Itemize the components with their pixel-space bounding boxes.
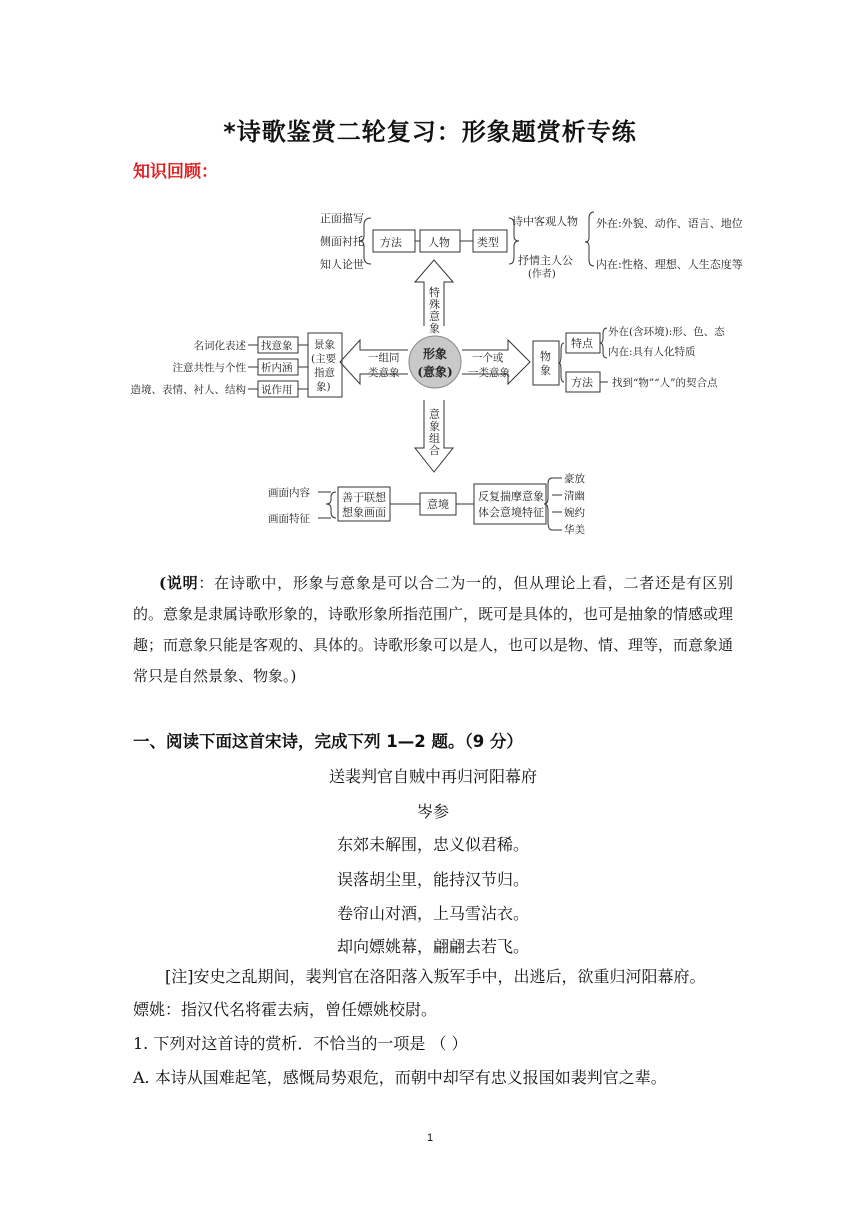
- left-note-1: 名词化表述: [193, 340, 246, 352]
- annotation-continued: 嫖姚：指汉代名将霍去病，曾任嫖姚校尉。: [133, 1000, 438, 1019]
- top-method-1: 正面描写: [320, 212, 364, 225]
- arrow-top-char-4: 象: [429, 322, 440, 335]
- feature-label: 特点: [571, 337, 593, 350]
- type-subjective-author: (作者): [528, 269, 556, 280]
- question-heading: 一、阅读下面这首宋诗，完成下列 1—2 题。（9 分）: [133, 732, 523, 751]
- outer-person-label: 外在:外貌、动作、语言、地位: [596, 217, 743, 230]
- note-text: ：在诗歌中，形象与意象是可以合二为一的，但从理论上看，二者还是有区别的。意象是隶属诗歌形象的，诗歌形象所指范围广，既可是具体的，也可是抽象的情感或理趣；而意象只能是客观的、具体的。诗歌形象可以是人，也可以是物、情、理等，而意象通常只是自然景象、物象。): [133, 574, 734, 685]
- center-label-2: (意象): [417, 365, 453, 379]
- object-method-label: 方法: [571, 376, 593, 389]
- arrow-bottom-char-1: 意: [429, 408, 440, 421]
- left-arrow-label-2: 类意象: [368, 367, 400, 379]
- object-label-2: 象: [540, 364, 551, 377]
- note-label: (说明: [159, 574, 199, 592]
- top-method-2: 侧面衬托: [320, 235, 364, 248]
- find-image-label: 找意象: [261, 340, 293, 352]
- bottom-left-note-1: 画面内容: [268, 487, 310, 499]
- knowledge-mindmap-diagram: [128, 200, 748, 545]
- bottom-left-note-2: 画面特征: [268, 513, 310, 525]
- page-number: 1: [426, 1132, 434, 1144]
- person-label: 人物: [428, 236, 450, 249]
- arrow-top-char-3: 意: [429, 310, 440, 323]
- scene-label-4: 象): [316, 381, 331, 393]
- style-3: 婉约: [564, 507, 585, 519]
- poem-title: 送裴判官自贼中再归河阳幕府: [328, 767, 537, 786]
- realm-label: 意境: [427, 498, 449, 511]
- poem-line-2: 误落胡尘里，能持汉节归。: [336, 870, 529, 889]
- page-title: *诗歌鉴赏二轮复习：形象题赏析专练: [223, 118, 637, 146]
- inner-person-label: 内在:性格、理想、人生态度等: [596, 258, 743, 271]
- right-arrow-label-1: 一个或: [472, 352, 504, 364]
- object-label-1: 物: [540, 350, 551, 363]
- left-note-2: 注意共性与个性: [172, 362, 246, 374]
- arrow-bottom-char-4: 合: [429, 444, 440, 457]
- poem-author: 岑参: [416, 802, 449, 821]
- object-method-desc: 找到“物”“人”的契合点: [612, 377, 718, 389]
- imagine-label-1: 善于联想: [342, 491, 386, 504]
- type-objective-label: 诗中客观人物: [512, 215, 578, 228]
- annotation: [注]安史之乱期间，裴判官在洛阳落入叛军手中，出逃后，欲重归河阳幕府。: [165, 967, 706, 986]
- imagine-label-2: 想象画面: [342, 506, 386, 519]
- scene-label-3: 指意: [314, 367, 335, 379]
- arrow-top-char-1: 特: [429, 286, 440, 299]
- feature-outer-label: 外在(含环境):形、色、态: [608, 326, 725, 338]
- poem-line-4: 却向嫖姚幕，翩翩去若飞。: [336, 937, 529, 956]
- arrow-bottom-char-3: 组: [429, 432, 440, 445]
- style-2: 清幽: [564, 490, 585, 502]
- left-note-3: 造境、表情、衬人、结构: [130, 384, 246, 396]
- style-1: 豪放: [564, 473, 585, 485]
- explain-function-label: 说作用: [261, 384, 293, 396]
- left-arrow-label-1: 一组同: [368, 352, 400, 364]
- realm-desc-2: 体会意境特征: [478, 506, 544, 519]
- arrow-bottom-char-2: 象: [429, 420, 440, 433]
- poem-line-3: 卷帘山对酒，上马雪沾衣。: [336, 904, 529, 923]
- explanation-note: [133, 568, 733, 692]
- section-heading-knowledge-review: 知识回顾：: [133, 162, 218, 182]
- right-arrow-label-2: 一类意象: [468, 367, 510, 379]
- style-4: 华美: [564, 524, 585, 536]
- feature-inner-label: 内在:具有人化特质: [608, 346, 696, 358]
- scene-label-1: 景象: [314, 339, 335, 351]
- center-circle: [409, 336, 461, 388]
- question-1-option-a: A. 本诗从国难起笔，感慨局势艰危，而朝中却罕有忠义报国如裴判官之辈。: [133, 1068, 667, 1087]
- type-subjective-label: 抒情主人公: [518, 254, 573, 267]
- scene-label-2: (主要: [311, 353, 337, 365]
- realm-desc-1: 反复揣摩意象: [478, 490, 544, 503]
- object-box: [533, 341, 559, 385]
- method-label-top: 方法: [380, 236, 402, 249]
- analyze-meaning-label: 析内涵: [261, 362, 293, 374]
- poem-line-1: 东郊未解围，忠义似君稀。: [336, 835, 529, 854]
- arrow-top-char-2: 殊: [429, 298, 440, 311]
- center-label-1: 形象: [422, 347, 448, 361]
- question-1: 1. 下列对这首诗的赏析．不恰当的一项是 （ ）: [133, 1034, 468, 1053]
- type-label: 类型: [477, 236, 499, 249]
- top-method-3: 知人论世: [320, 258, 364, 271]
